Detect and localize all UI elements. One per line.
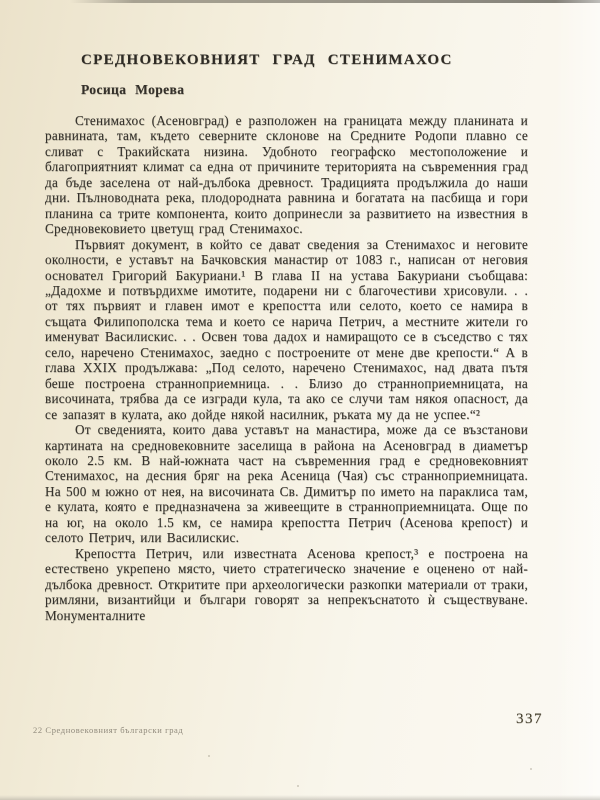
paper-speck (297, 785, 299, 787)
page-content (45, 52, 528, 623)
body-paragraph: Крепостта Петрич, или известната Асенова крепост,³ е построена на естествено укрепено място, чието стратегическо значение е оценено от най-дълбока древност. Откритите при археологически разкопки материали от траки, римляни, византийци и българи говорят за непрекъснатото ѝ съществуване. Монументалните (45, 545, 528, 623)
body-paragraph: От сведенията, които дава уставът на манастира, може да се възстанови картината на средновековните заселища в района на Асеновград в диаметър около 2.5 км. В най-южната част на съвременния град е средновековният Стенимахос, на десния бряг на река Асеница (Чая) със странноприемницата. На 500 м южно от нея, на височината Св. Димитър по името на параклиса там, е кулата, която е предназначена за живеещите в странноприемницата. Още по на юг, на около 1.5 км, се намира крепостта Петрич (Асенова крепост) и селото Петрич, или Василискис. (45, 422, 528, 546)
body-paragraph: Стенимахос (Асеновград) е разположен на границата между планината и равнината, там, където северните склонове на Средните Родопи плавно се сливат с Тракийската низина. Удобното географско местоположение и благоприятният климат са една от причините територията на съвременния град да бъде заселена от най-дълбока древност. Традицията продължила до наши дни. Пълноводната река, плодородната равнина и богатата на пасбища и гори планина са трите компонента, които допринесли за развитието на известния в Средновековието цветущ град Стенимахос. (45, 113, 528, 237)
article-body (45, 113, 528, 623)
page-title: СРЕДНОВЕКОВНИЯТ ГРАД СТЕНИМАХОС (81, 52, 453, 68)
scan-artifact-right-edge (555, 0, 600, 800)
paper-speck (530, 768, 532, 770)
page-number: 337 (516, 711, 543, 727)
body-paragraph: Първият документ, в който се дават сведения за Стенимахос и неговите околности, е уставът на Бачковския манастир от 1083 г., написан от неговия основател Григорий Бакуриани.¹ В глава II на устава Бакуриани съобщава: „Дадохме и потвърдихме имотите, подарени ни с благочестиви хрисовули. . . от тях първият и главен имот е крепостта или селото, което се намира в същата Филипополска тема и което се нарича Петрич, а местните жители го именуват Василискис. . . Освен това дадох и намиращото се в съседство с тях село, наречено Стенимахос, заедно с построените от мене две крепости.“ А в глава XXIX продължава: „Под селото, наречено Стенимахос, над двата пътя беше построена странноприемница. . . Близо до странноприемницата, на височината, трябва да се изгради кула, та ако се случи там някоя опасност, да се запазят в кулата, ако дойде някой насилник, ръката му да не успее.“² (45, 236, 528, 422)
scan-artifact-top-edge (70, 0, 600, 3)
scan-artifact-bottom-edge (0, 795, 600, 800)
print-signature-mark: 22 Средновековният български град (33, 725, 184, 735)
author-name: Росица Морева (81, 82, 185, 97)
paper-speck (208, 755, 210, 757)
